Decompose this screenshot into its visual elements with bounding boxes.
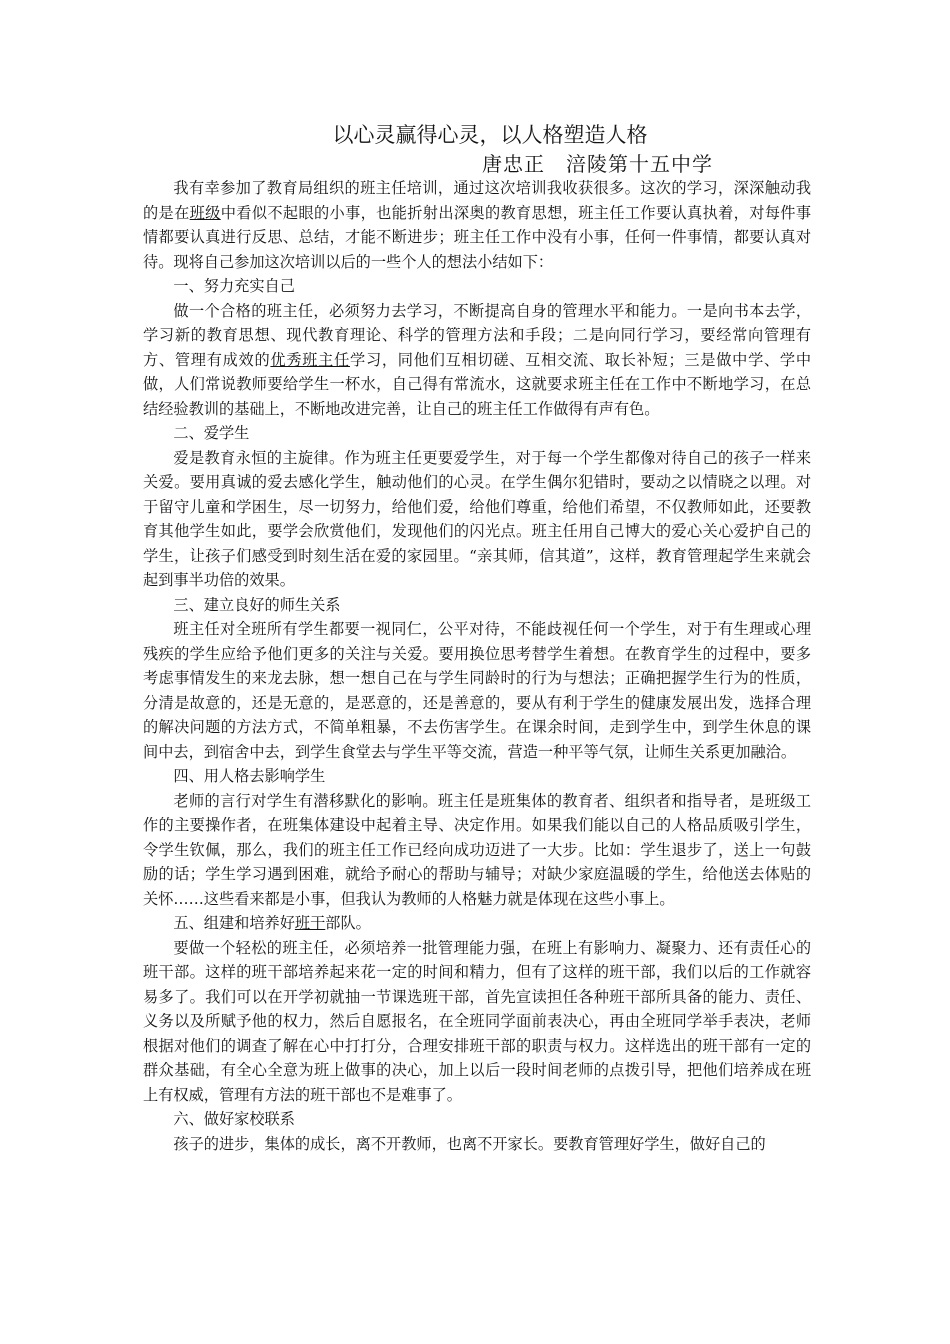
intro-text-start: 我有幸参加了教育局组织的班主任培训，通过这次培训我收获很多。这次的学习，深深触动我的是在 bbox=[143, 179, 811, 222]
section-heading-1: 一、努力充实自己 bbox=[173, 277, 295, 295]
section-heading-2: 二、爱学生 bbox=[173, 424, 250, 442]
section-heading-4: 四、用人格去影响学生 bbox=[173, 767, 326, 785]
section-paragraph-1 bbox=[143, 299, 811, 422]
document-title: 以心灵赢得心灵，以人格塑造人格 bbox=[332, 123, 648, 147]
document-body bbox=[143, 176, 811, 1156]
section-1-text-end: 学习，同他们互相切磋、互相交流、取长补短；三是做中学、学中做，人们常说教师要给学生一杯水，自己得有常流水，这就要求班主任在工作中不断地学习，在总结经验教训的基础上，不断地改进完善，让自己的班主任工作做得有声有色。 bbox=[143, 350, 812, 418]
section-1-text-start: 做一个合格的班主任，必须努力去学习，不断提高自身的管理水平和能力。一是向书本去学，学习新的教育思想、现代教育理论、科学的管理方法和手段；二是向同行学习，要经常向管理有方、管理有成效的 bbox=[143, 301, 811, 369]
intro-paragraph bbox=[143, 176, 811, 274]
section-paragraph-5: 要做一个轻松的班主任，必须培养一批管理能力强，在班上有影响力、凝聚力、还有责任心的班干部。这样的班干部培养起来花一定的时间和精力，但有了这样的班干部，我们以后的工作就容易多了。我们可以在开学初就抽一节课选班干部，首先宣读担任各种班干部所具备的能力、责任、义务以及所赋予他的权力，然后自愿报名，在全班同学面前表决心，再由全班同学举手表决，老师根据对他们的调查了解在心中打打分，合理安排班干部的职责与权力。这样选出的班干部有一定的群众基础，有全心全意为班上做事的决心，加上以后一段时间老师的点拨引导，把他们培养成在班上有权威，管理有方法的班干部也不是难事了。 bbox=[143, 938, 811, 1104]
class-cadre-link[interactable]: 班干 bbox=[294, 914, 326, 932]
section-5-heading-end: 部队。 bbox=[325, 914, 371, 932]
section-5-heading-start: 五、组建和培养好 bbox=[173, 914, 295, 932]
section-heading-5 bbox=[143, 911, 811, 936]
section-heading-6: 六、做好家校联系 bbox=[173, 1110, 295, 1128]
class-link[interactable]: 班级 bbox=[189, 203, 221, 222]
excellent-teacher-link[interactable]: 优秀班主任 bbox=[270, 350, 351, 369]
section-heading-3: 三、建立良好的师生关系 bbox=[173, 595, 341, 614]
intro-text-end: 中看似不起眼的小事，也能折射出深奥的教育思想，班主任工作要认真执着，对每件事情都要认真进行反思、总结，才能不断进步；班主任工作中没有小事，任何一件事情，都要认真对待。现将自己参加这次培训以后的一些个人的想法小结如下： bbox=[143, 203, 812, 271]
section-paragraph-4: 老师的言行对学生有潜移默化的影响。班主任是班集体的教育者、组织者和指导者，是班级工作的主要操作者，在班集体建设中起着主导、决定作用。如果我们能以自己的人格品质吸引学生，令学生钦佩，那么，我们的班主任工作已经向成功迈进了一大步。比如：学生退步了，送上一句鼓励的话；学生学习遇到困难，就给予耐心的帮助与辅导；对缺少家庭温暖的学生，给他送去体贴的关怀……这些看来都是小事，但我认为教师的人格魅力就是体现在这些小事上。 bbox=[143, 791, 811, 908]
section-paragraph-3: 班主任对全班所有学生都要一视同仁，公平对待，不能歧视任何一个学生，对于有生理或心理残疾的学生应给予他们更多的关注与关爱。要用换位思考替学生着想。在教育学生的过程中，要多考虑事情发生的来龙去脉，想一想自己在与学生同龄时的行为与想法；正确把握学生行为的性质，分清是故意的，还是无意的，是恶意的，还是善意的，要从有利于学生的健康发展出发，选择合理的解决问题的方法方式，不简单粗暴，不去伤害学生。在课余时间，走到学生中，到学生休息的课间中去，到宿舍中去，到学生食堂去与学生平等交流，营造一种平等气氛，让师生关系更加融洽。 bbox=[143, 620, 811, 761]
section-paragraph-6: 孩子的进步，集体的成长，离不开教师，也离不开家长。要教育管理好学生，做好自己的 bbox=[173, 1134, 766, 1153]
section-paragraph-2: 爱是教育永恒的主旋律。作为班主任更要爱学生，对于每一个学生都像对待自己的孩子一样来关爱。要用真诚的爱去感化学生，触动他们的心灵。在学生偶尔犯错时，要动之以情晓之以理。对于留守儿童和学困生，尽一切努力，给他们爱，给他们尊重，给他们希望，不仅教师如此，还要教育其他学生如此，要学会欣赏他们，发现他们的闪光点。班主任用自己博大的爱心关心爱护自己的学生，让孩子们感受到时刻生活在爱的家园里。“亲其师，信其道”，这样，教育管理起学生来就会起到事半功倍的效果。 bbox=[143, 448, 811, 589]
author-line: 唐忠正 涪陵第十五中学 bbox=[482, 152, 713, 176]
